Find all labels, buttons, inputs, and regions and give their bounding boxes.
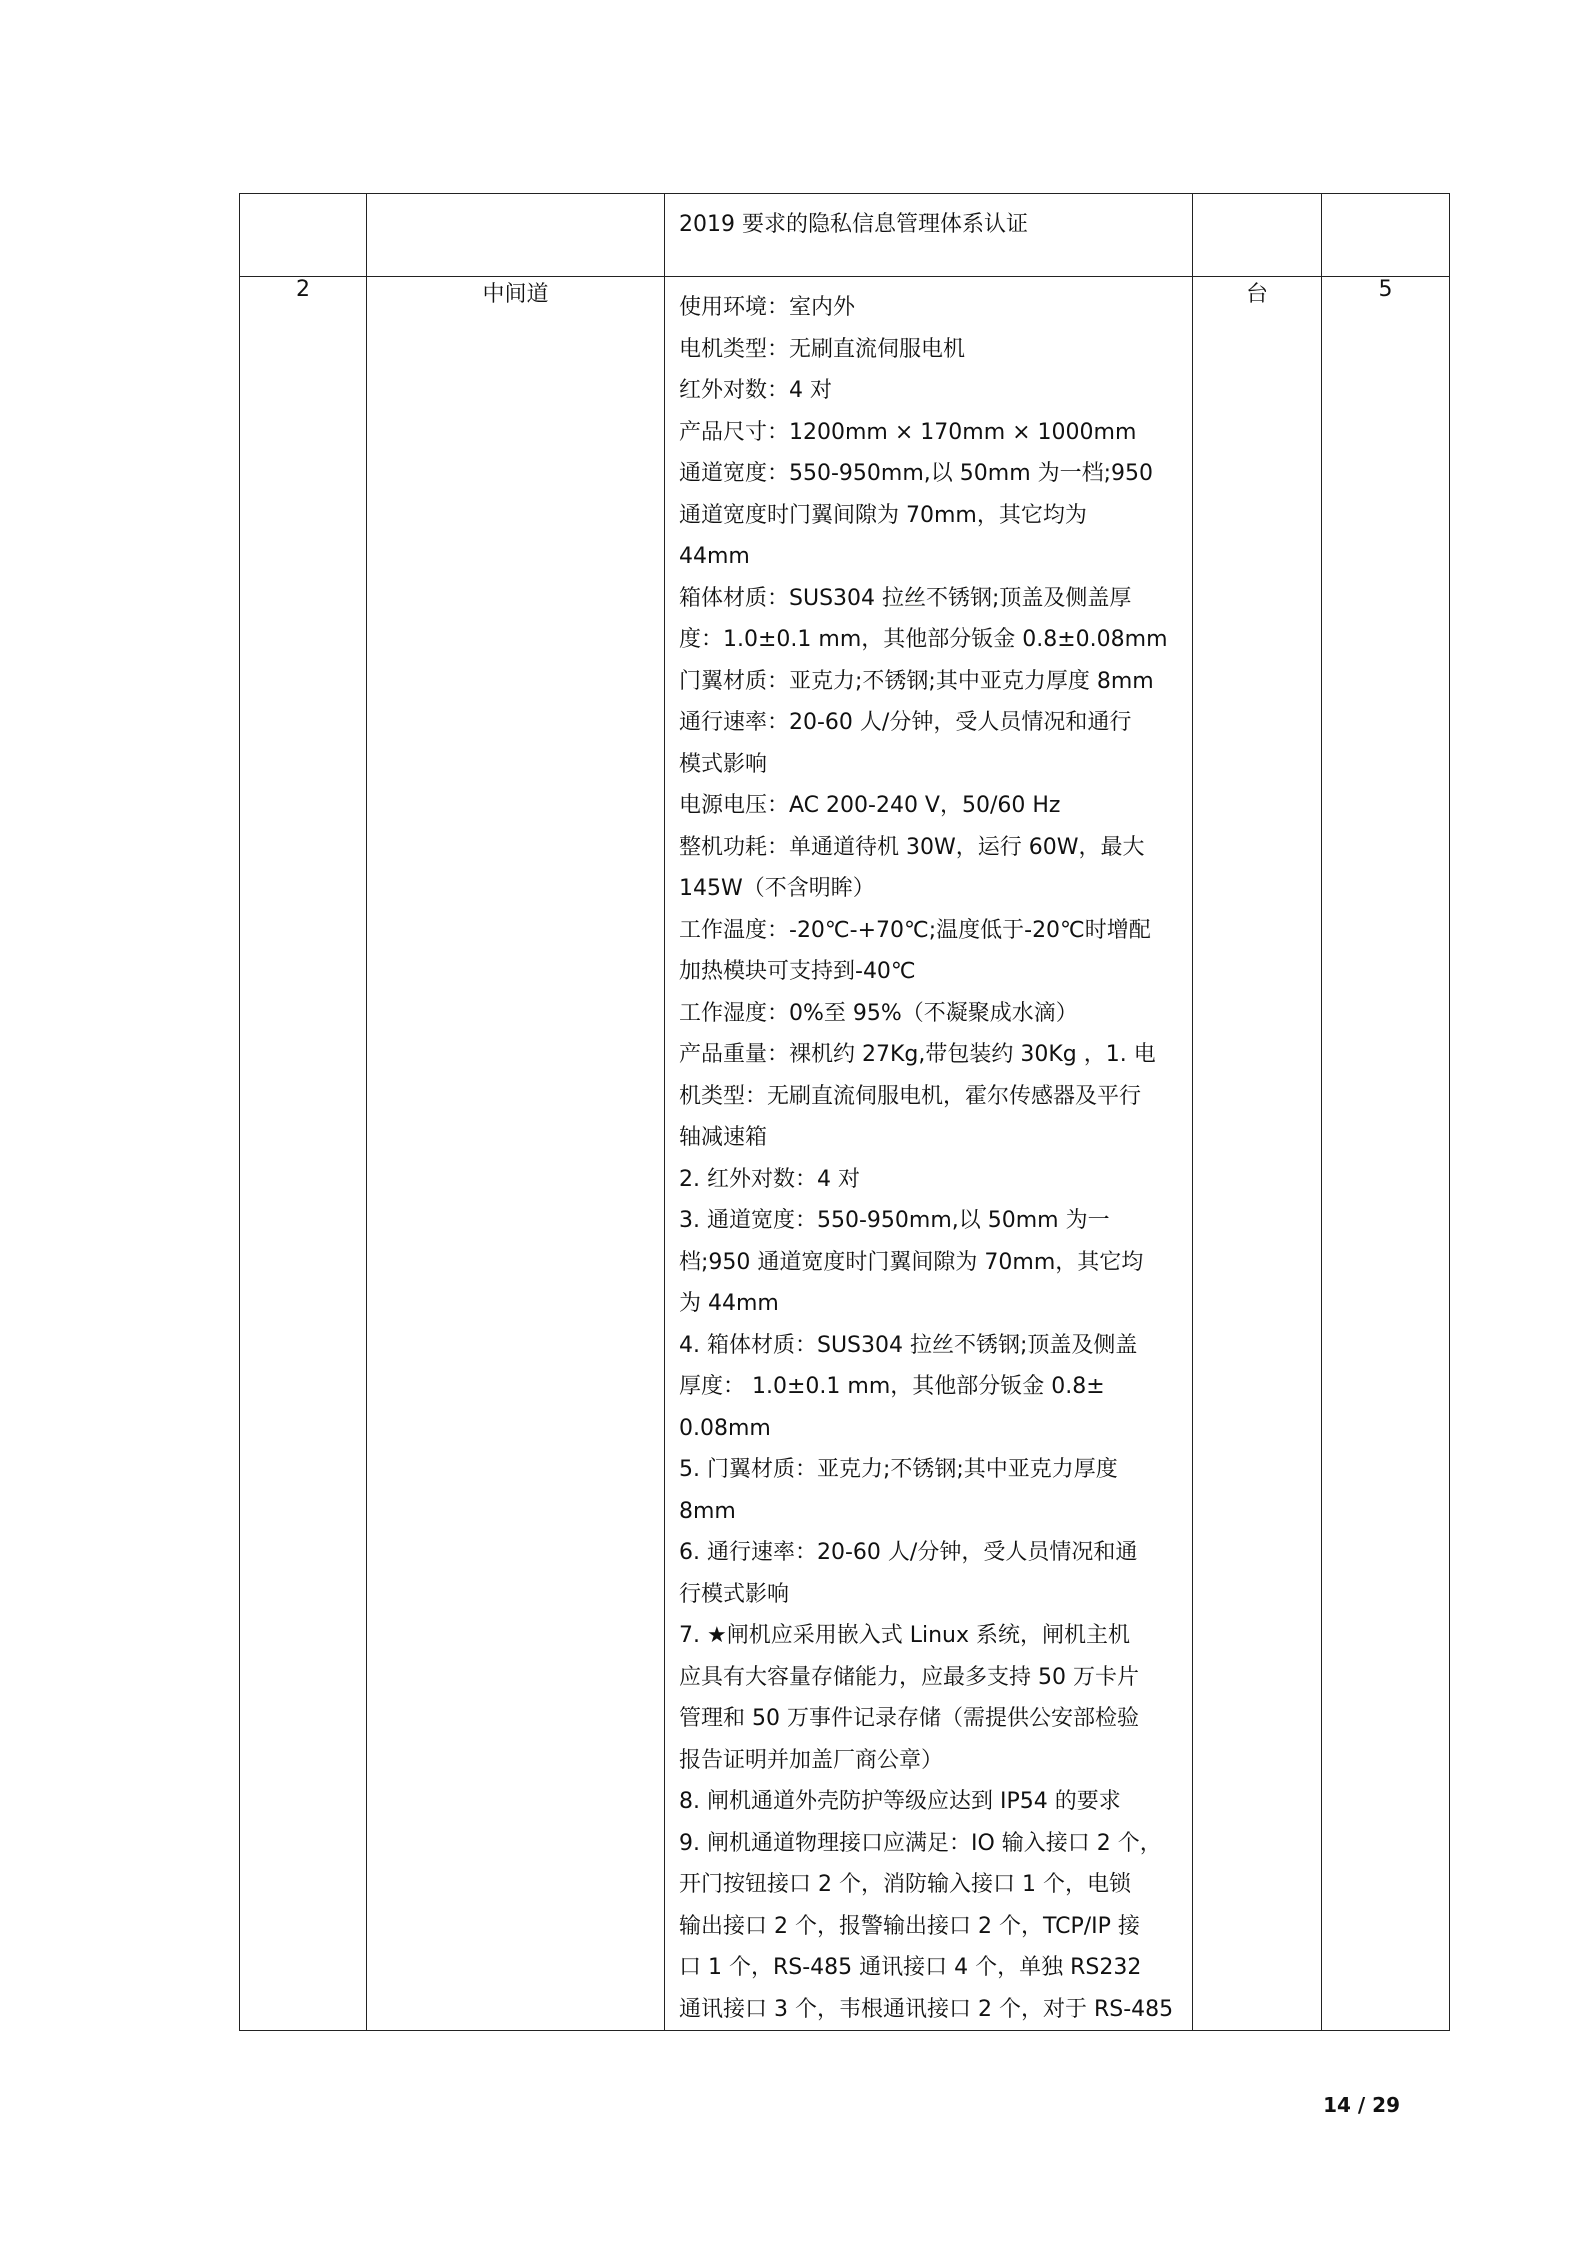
spec-line: 2019 要求的隐私信息管理体系认证 [679, 212, 1028, 237]
spec-line: 4. 箱体材质：SUS304 拉丝不锈钢;顶盖及侧盖 [679, 1332, 1138, 1358]
spec-line: 行模式影响 [679, 1581, 790, 1607]
spec-line: 6. 通行速率：20-60 人/分钟，受人员情况和通 [679, 1540, 1138, 1565]
spec-line: 产品尺寸：1200mm × 170mm × 1000mm [679, 419, 1137, 445]
spec-line: 档;950 通道宽度时门翼间隙为 70mm，其它均 [679, 1249, 1144, 1275]
spec-text [665, 277, 1192, 2030]
spec-line: 加热模块可支持到-40℃ [679, 959, 916, 984]
item-name-cell [367, 194, 665, 277]
row-number-cell: 2 [240, 277, 367, 2031]
row-number-cell [240, 194, 367, 277]
spec-line: 2. 红外对数：4 对 [679, 1166, 860, 1192]
spec-line: 工作温度：-20℃-+70℃;温度低于-20℃时增配 [679, 917, 1151, 943]
quantity-cell: 5 [1322, 277, 1450, 2031]
spec-line: 44mm [679, 544, 750, 569]
spec-line: 管理和 50 万事件记录存储（需提供公安部检验 [679, 1706, 1139, 1731]
spec-line: 8. 闸机通道外壳防护等级应达到 IP54 的要求 [679, 1789, 1121, 1814]
spec-line: 机类型：无刷直流伺服电机，霍尔传感器及平行 [679, 1083, 1142, 1109]
spec-cell [665, 277, 1193, 2031]
spec-line: 门翼材质：亚克力;不锈钢;其中亚克力厚度 8mm [679, 668, 1154, 694]
spec-line: 整机功耗：单通道待机 30W，运行 60W，最大 [679, 834, 1145, 860]
spec-line: 开门按钮接口 2 个，消防输入接口 1 个，电锁 [679, 1872, 1131, 1897]
spec-line: 电源电压：AC 200-240 V，50/60 Hz [679, 793, 1061, 818]
spec-line: 工作湿度：0%至 95%（不凝聚成水滴） [679, 1000, 1078, 1026]
spec-line: 厚度： 1.0±0.1 mm，其他部分钣金 0.8± [679, 1374, 1105, 1399]
spec-line: 8mm [679, 1498, 736, 1524]
spec-line: 7. ★闸机应采用嵌入式 Linux 系统，闸机主机 [679, 1623, 1130, 1648]
spec-line: 箱体材质：SUS304 拉丝不锈钢;顶盖及侧盖厚 [679, 585, 1132, 611]
spec-line: 5. 门翼材质：亚克力;不锈钢;其中亚克力厚度 [679, 1457, 1118, 1482]
spec-line: 通行速率：20-60 人/分钟，受人员情况和通行 [679, 710, 1132, 735]
spec-line: 产品重量：裸机约 27Kg,带包装约 30Kg ，1. 电 [679, 1042, 1156, 1067]
spec-line: 轴减速箱 [679, 1125, 768, 1150]
spec-line: 报告证明并加盖厂商公章） [679, 1747, 944, 1773]
spec-line: 0.08mm [679, 1415, 771, 1441]
spec-line: 口 1 个，RS-485 通讯接口 4 个，单独 RS232 [679, 1955, 1142, 1980]
unit-cell: 台 [1193, 277, 1322, 2031]
quantity-cell [1322, 194, 1450, 277]
table-row [240, 194, 1450, 277]
spec-line: 通道宽度时门翼间隙为 70mm，其它均为 [679, 502, 1087, 528]
spec-line: 通道宽度：550-950mm,以 50mm 为一档;950 [679, 461, 1154, 486]
spec-line: 电机类型：无刷直流伺服电机 [679, 336, 966, 362]
spec-cell [665, 194, 1193, 277]
table-row [240, 277, 1450, 2031]
spec-line: 3. 通道宽度：550-950mm,以 50mm 为一 [679, 1208, 1110, 1233]
spec-line: 输出接口 2 个，报警输出接口 2 个，TCP/IP 接 [679, 1913, 1140, 1939]
spec-line: 145W（不含明眸） [679, 876, 875, 901]
spec-text [665, 194, 1192, 246]
page-number: 14 / 29 [1323, 2093, 1400, 2117]
item-name-cell: 中间道 [367, 277, 665, 2031]
spec-line: 度：1.0±0.1 mm，其他部分钣金 0.8±0.08mm [679, 627, 1168, 652]
unit-cell [1193, 194, 1322, 277]
spec-line: 通讯接口 3 个，韦根通讯接口 2 个，对于 RS-485 [679, 1996, 1174, 2022]
spec-line: 为 44mm [679, 1291, 779, 1316]
spec-line: 红外对数：4 对 [679, 378, 832, 403]
spec-line: 模式影响 [679, 751, 768, 777]
spec-line: 应具有大容量存储能力，应最多支持 50 万卡片 [679, 1664, 1139, 1690]
spec-line: 使用环境：室内外 [679, 295, 856, 320]
specification-table [239, 193, 1450, 2031]
spec-line: 9. 闸机通道物理接口应满足：IO 输入接口 2 个， [679, 1830, 1162, 1856]
